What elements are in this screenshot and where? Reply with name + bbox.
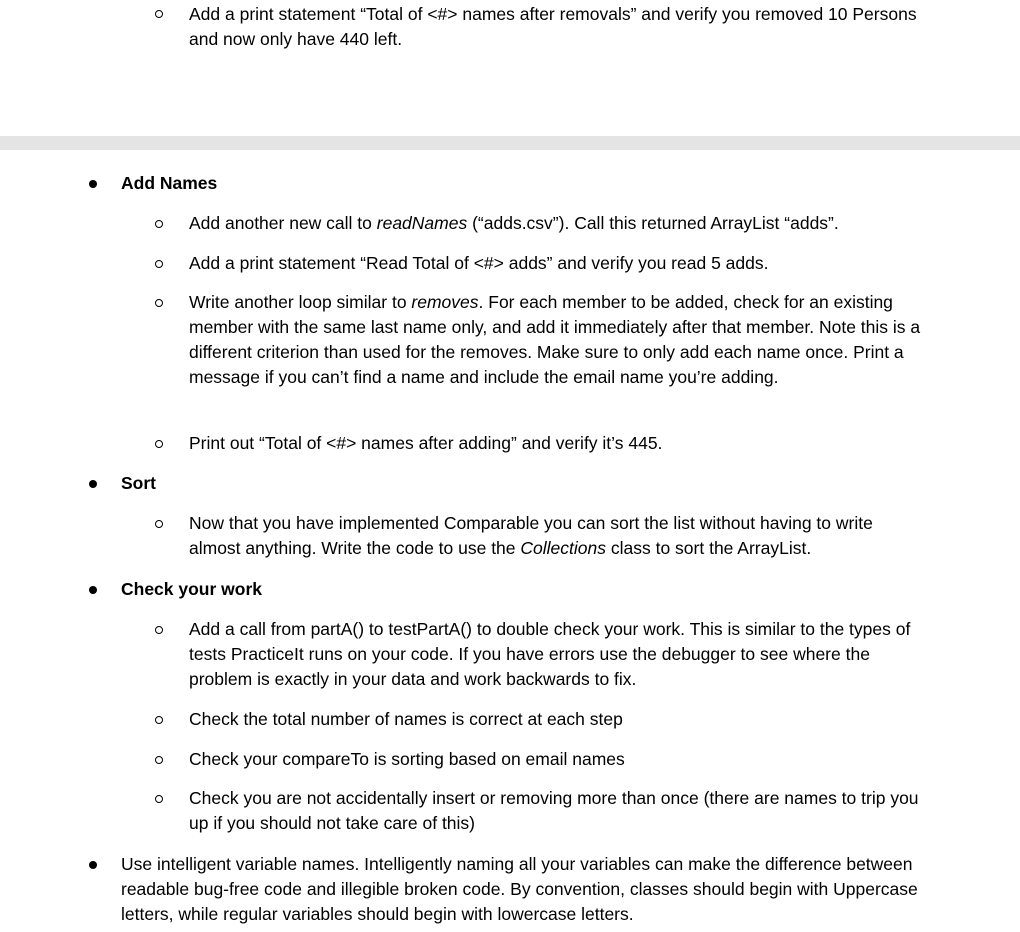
bullet-icon xyxy=(89,480,97,488)
sort-item-1: Now that you have implemented Comparable you can sort the list without having to write almost anything. Write the code to use the Collections class to sort the ArrayList. xyxy=(189,513,873,558)
top-list-item: Add a print statement “Total of <#> names after removals” and verify you removed 10 Persons and now only have 440 left. xyxy=(189,4,917,49)
sub-bullet-icon xyxy=(155,299,163,307)
sub-bullet-icon xyxy=(155,440,163,448)
check-work-item-1: Add a call from partA() to testPartA() to double check your work. This is similar to the types of tests PracticeIt runs on your code. If you have errors use the debugger to see where the problem is exactly in your data and work backwards to fix. xyxy=(189,619,911,689)
check-work-heading: Check your work xyxy=(121,579,263,599)
check-work-item-3: Check your compareTo is sorting based on email names xyxy=(189,749,625,769)
page-break xyxy=(0,136,1020,150)
sub-bullet-icon xyxy=(155,756,163,764)
add-names-item-2: Add a print statement “Read Total of <#> adds” and verify you read 5 adds. xyxy=(189,253,769,273)
add-names-item-4: Print out “Total of <#> names after adding” and verify it’s 445. xyxy=(189,433,663,453)
sub-bullet-icon xyxy=(155,520,163,528)
naming-paragraph: Use intelligent variable names. Intelligently naming all your variables can make the difference between readable bug-free code and illegible broken code. By convention, classes should begin with Uppercase letters, while regular variables should begin with lowercase letters. xyxy=(121,854,918,924)
check-work-item-2: Check the total number of names is correct at each step xyxy=(189,709,623,729)
sub-bullet-icon xyxy=(155,795,163,803)
bullet-icon xyxy=(89,861,97,869)
add-names-item-1: Add another new call to readNames (“adds.csv”). Call this returned ArrayList “adds”. xyxy=(189,213,839,233)
sort-heading: Sort xyxy=(121,473,156,493)
sub-bullet-icon xyxy=(155,716,163,724)
sub-bullet-icon xyxy=(155,626,163,634)
sub-bullet-icon xyxy=(155,10,163,18)
check-work-item-4: Check you are not accidentally insert or removing more than once (there are names to trip you up if you should not take care of this) xyxy=(189,788,919,833)
sub-bullet-icon xyxy=(155,220,163,228)
sub-bullet-icon xyxy=(155,260,163,268)
add-names-heading: Add Names xyxy=(121,173,218,193)
add-names-item-3: Write another loop similar to removes. For each member to be added, check for an existing member with the same last name only, and add it immediately after that member. Note this is a different criterion than used for the removes. Make sure to only add each name once. Print a message if you can’t find a name and include the email name you’re adding. xyxy=(189,292,921,387)
bullet-icon xyxy=(89,586,97,594)
bullet-icon xyxy=(89,180,97,188)
